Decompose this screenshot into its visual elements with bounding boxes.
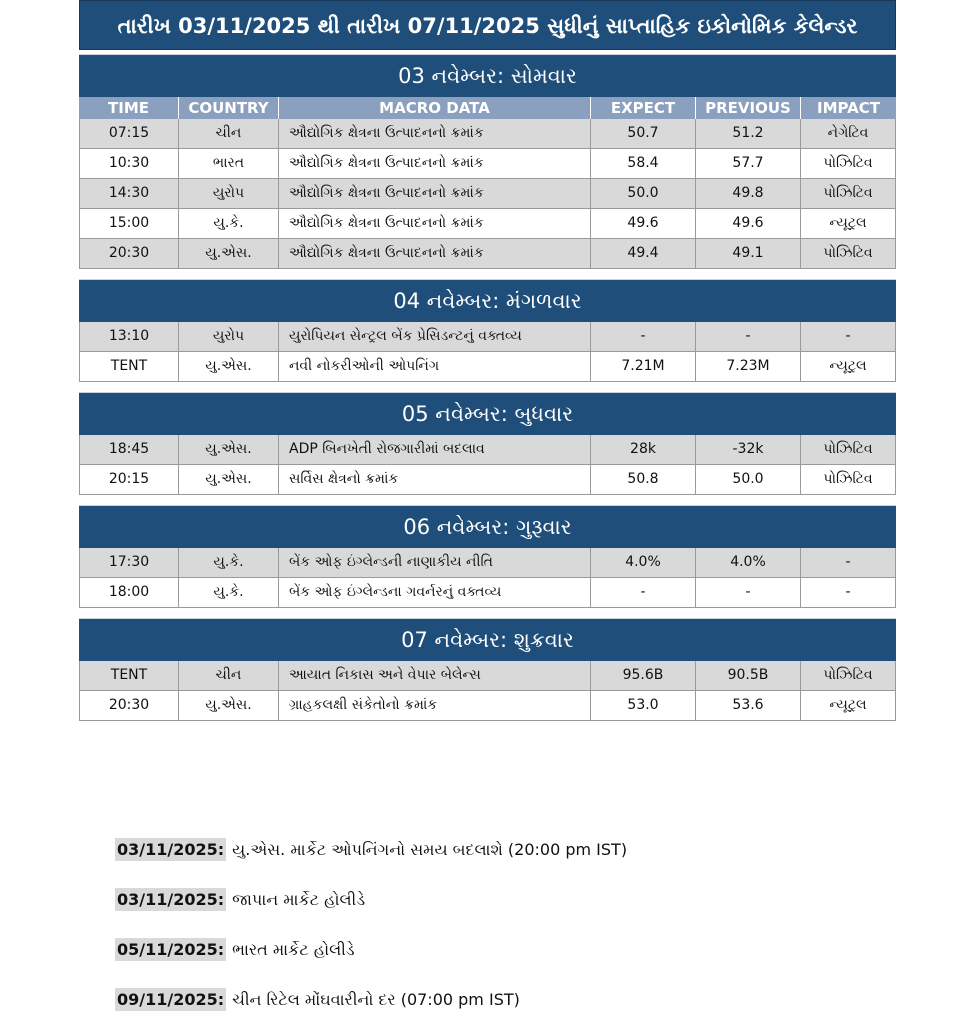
impact-cell: પોઝિટિવ	[801, 239, 896, 268]
page-title: તારીખ 03/11/2025 થી તારીખ 07/11/2025 સુધીનું સાપ્તાહિક ઇકોનોમિક કેલેન્ડર	[79, 0, 896, 50]
table-row	[79, 239, 896, 269]
expect-cell: 49.6	[591, 209, 696, 238]
impact-cell: પોઝિટિવ	[801, 465, 896, 494]
table-row	[79, 435, 896, 465]
macro-data-cell: ઔદ્યોગિક ક્ષેત્રના ઉત્પાદનનો ક્રમાંક	[279, 209, 591, 238]
table-row	[79, 548, 896, 578]
impact-cell: -	[801, 548, 896, 577]
country-cell: ચીન	[179, 119, 279, 148]
day-section	[79, 279, 896, 388]
macro-data-cell: ADP બિનખેતી રોજગારીમાં બદલાવ	[279, 435, 591, 464]
macro-data-cell: નવી નોકરીઓની ઓપનિંગ	[279, 352, 591, 381]
table-row	[79, 465, 896, 495]
previous-cell: -32k	[696, 435, 801, 464]
impact-cell: પોઝિટિવ	[801, 661, 896, 690]
country-cell: યુરોપ	[179, 322, 279, 351]
table-row	[79, 119, 896, 149]
previous-cell: 51.2	[696, 119, 801, 148]
column-header: EXPECT	[591, 97, 696, 119]
note-date: 09/11/2025:	[117, 990, 225, 1009]
previous-cell: -	[696, 578, 801, 607]
country-cell: યુરોપ	[179, 179, 279, 208]
time-cell: 17:30	[79, 548, 179, 577]
macro-data-cell: બેંક ઓફ ઇંગ્લેન્ડની નાણાકીય નીતિ	[279, 548, 591, 577]
day-section	[79, 505, 896, 614]
macro-data-cell: બેંક ઓફ ઇંગ્લેન્ડના ગવર્નરનું વક્તવ્ય	[279, 578, 591, 607]
time-cell: 15:00	[79, 209, 179, 238]
day-heading: 04 નવેમ્બર: મંગળવાર	[79, 279, 896, 322]
macro-data-cell: ઔદ્યોગિક ક્ષેત્રના ઉત્પાદનનો ક્રમાંક	[279, 119, 591, 148]
expect-cell: 50.8	[591, 465, 696, 494]
table-row	[79, 661, 896, 691]
expect-cell: -	[591, 578, 696, 607]
days-container	[79, 54, 896, 727]
time-cell: 20:30	[79, 691, 179, 720]
country-cell: ભારત	[179, 149, 279, 178]
table-row	[79, 352, 896, 382]
note-item	[115, 885, 627, 935]
expect-cell: 95.6B	[591, 661, 696, 690]
previous-cell: 49.8	[696, 179, 801, 208]
day-section	[79, 618, 896, 727]
note-item	[115, 935, 627, 985]
column-header: IMPACT	[817, 99, 880, 117]
country-cell: યુ.એસ.	[179, 239, 279, 268]
impact-cell: -	[801, 578, 896, 607]
macro-data-cell: ગ્રાહકલક્ષી સંકેતોનો ક્રમાંક	[279, 691, 591, 720]
note-text: ભારત માર્કેટ હોલીડે	[232, 940, 355, 959]
macro-data-cell: સર્વિસ ક્ષેત્રનો ક્રમાંક	[279, 465, 591, 494]
macro-data-cell: ઔદ્યોગિક ક્ષેત્રના ઉત્પાદનનો ક્રમાંક	[279, 179, 591, 208]
table-row	[79, 578, 896, 608]
impact-cell: નેગેટિવ	[801, 119, 896, 148]
column-header: PREVIOUS	[696, 97, 801, 119]
note-date: 03/11/2025:	[117, 840, 225, 859]
country-cell: યુ.એસ.	[179, 435, 279, 464]
previous-cell: 50.0	[696, 465, 801, 494]
country-cell: યુ.કે.	[179, 548, 279, 577]
country-cell: યુ.એસ.	[179, 465, 279, 494]
note-text: ચીન રિટેલ મોંઘવારીનો દર (07:00 pm IST)	[232, 990, 520, 1009]
expect-cell: 4.0%	[591, 548, 696, 577]
country-cell: ચીન	[179, 661, 279, 690]
country-cell: યુ.કે.	[179, 578, 279, 607]
note-item	[115, 985, 627, 1035]
note-text: યુ.એસ. માર્કેટ ઓપનિંગનો સમય બદલાશે (20:00 pm IST)	[232, 840, 628, 859]
day-heading: 06 નવેમ્બર: ગુરૂવાર	[79, 505, 896, 548]
table-row	[79, 209, 896, 239]
macro-data-cell: ઔદ્યોગિક ક્ષેત્રના ઉત્પાદનનો ક્રમાંક	[279, 149, 591, 178]
previous-cell: 49.6	[696, 209, 801, 238]
expect-cell: 50.0	[591, 179, 696, 208]
day-heading: 05 નવેમ્બર: બુધવાર	[79, 392, 896, 435]
impact-cell: પોઝિટિવ	[801, 435, 896, 464]
expect-cell: 28k	[591, 435, 696, 464]
previous-cell: 49.1	[696, 239, 801, 268]
impact-cell: પોઝિટિવ	[801, 179, 896, 208]
impact-cell: ન્યૂટ્રલ	[801, 209, 896, 238]
day-heading: 07 નવેમ્બર: શુક્રવાર	[79, 618, 896, 661]
note-text: જાપાન માર્કેટ હોલીડે	[232, 890, 365, 909]
note-date: 03/11/2025:	[117, 890, 225, 909]
impact-cell: ન્યૂટ્રલ	[801, 691, 896, 720]
previous-cell: 57.7	[696, 149, 801, 178]
time-cell: 18:45	[79, 435, 179, 464]
country-cell: યુ.કે.	[179, 209, 279, 238]
calendar-table	[79, 0, 896, 727]
previous-cell: 53.6	[696, 691, 801, 720]
day-heading: 03 નવેમ્બર: સોમવાર	[79, 54, 896, 97]
day-section	[79, 54, 896, 275]
note-item	[115, 835, 627, 885]
column-header: TIME	[79, 97, 179, 119]
time-cell: 13:10	[79, 322, 179, 351]
expect-cell: 58.4	[591, 149, 696, 178]
expect-cell: -	[591, 322, 696, 351]
time-cell: 20:30	[79, 239, 179, 268]
table-row	[79, 149, 896, 179]
time-cell: TENT	[79, 352, 179, 381]
column-header-row	[79, 97, 896, 119]
expect-cell: 7.21M	[591, 352, 696, 381]
note-date: 05/11/2025:	[117, 940, 225, 959]
time-cell: 14:30	[79, 179, 179, 208]
time-cell: 18:00	[79, 578, 179, 607]
time-cell: 20:15	[79, 465, 179, 494]
table-row	[79, 322, 896, 352]
impact-cell: ન્યૂટ્રલ	[801, 352, 896, 381]
previous-cell: 90.5B	[696, 661, 801, 690]
column-header: MACRO DATA	[279, 97, 591, 119]
macro-data-cell: યુરોપિયન સેન્ટ્રલ બેંક પ્રેસિડન્ટનું વક્તવ્ય	[279, 322, 591, 351]
previous-cell: 7.23M	[696, 352, 801, 381]
time-cell: TENT	[79, 661, 179, 690]
macro-data-cell: ઔદ્યોગિક ક્ષેત્રના ઉત્પાદનનો ક્રમાંક	[279, 239, 591, 268]
previous-cell: -	[696, 322, 801, 351]
country-cell: યુ.એસ.	[179, 691, 279, 720]
macro-data-cell: આયાત નિકાસ અને વેપાર બેલેન્સ	[279, 661, 591, 690]
impact-cell: -	[801, 322, 896, 351]
expect-cell: 49.4	[591, 239, 696, 268]
table-row	[79, 691, 896, 721]
table-row	[79, 179, 896, 209]
time-cell: 07:15	[79, 119, 179, 148]
time-cell: 10:30	[79, 149, 179, 178]
previous-cell: 4.0%	[696, 548, 801, 577]
day-section	[79, 392, 896, 501]
expect-cell: 50.7	[591, 119, 696, 148]
notes-list	[115, 835, 627, 1035]
country-cell: યુ.એસ.	[179, 352, 279, 381]
column-header: COUNTRY	[179, 97, 279, 119]
impact-cell: પોઝિટિવ	[801, 149, 896, 178]
expect-cell: 53.0	[591, 691, 696, 720]
